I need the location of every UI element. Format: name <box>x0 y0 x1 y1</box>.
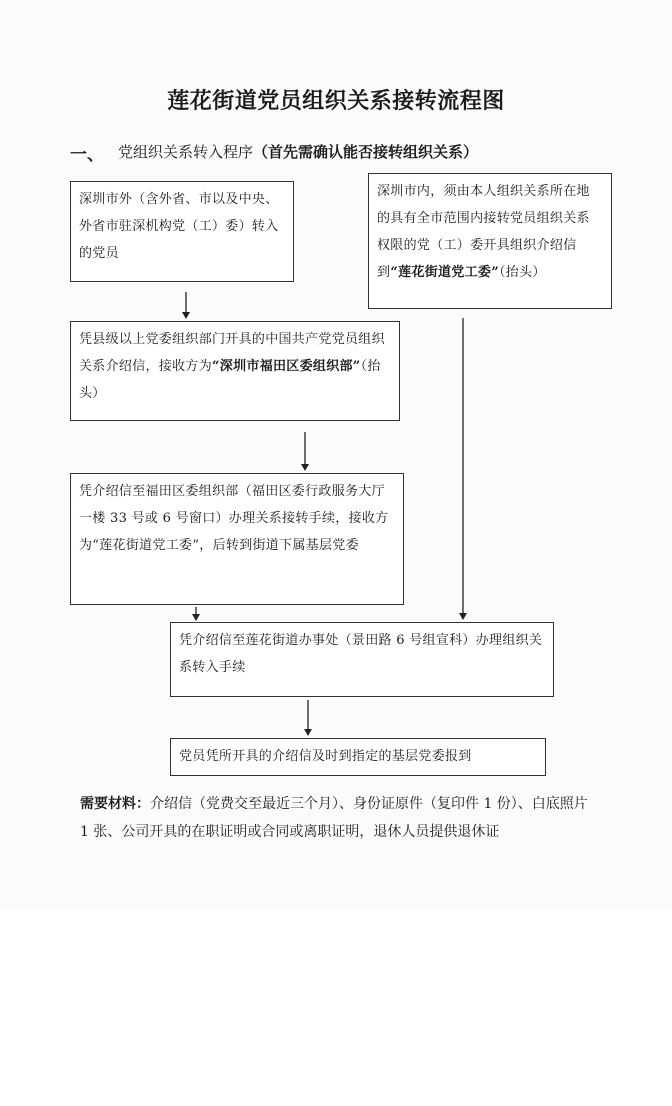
step-box-county-letter <box>70 321 400 421</box>
step-box-report-to-committee: 党员凭所开具的介绍信及时到指定的基层党委报到 <box>170 738 546 776</box>
step-box-within-shenzhen <box>368 173 612 309</box>
step-box-within-shenzhen-text: 深圳市内，须由本人组织关系所在地的具有全市范围内接转党员组织关系权限的党（工）委开具组织介绍信到 <box>377 184 590 280</box>
step-box-futian-org-dept: 凭介绍信至福田区委组织部（福田区委行政服务大厅一楼 33 号或 6 号窗口）办理关系接转手续，接收方为“莲花街道党工委”，后转到街道下属基层党委 <box>70 473 404 605</box>
section-number: 一、 <box>70 145 104 165</box>
step-box-county-letter-recipient: “深圳市福田区委组织部” <box>212 359 361 374</box>
section-heading-note: （首先需确认能否接转组织关系） <box>253 143 479 161</box>
step-box-outside-shenzhen: 深圳市外（含外省、市以及中央、外省市驻深机构党（工）委）转入的党员 <box>70 181 294 282</box>
required-materials-label: 需要材料： <box>80 796 150 812</box>
section-heading-text: 党组织关系转入程序 <box>118 143 254 161</box>
step-box-lianhua-office: 凭介绍信至莲花街道办事处（景田路 6 号组宣科）办理组织关系转入手续 <box>170 622 554 697</box>
step-box-county-letter-suffix: （抬头） <box>79 359 381 401</box>
step-box-within-shenzhen-suffix: （抬头） <box>498 265 546 280</box>
step-box-within-shenzhen-recipient: “莲花街道党工委” <box>390 265 499 280</box>
required-materials-text: 介绍信（党费交至最近三个月）、身份证原件（复印件 1 份）、白底照片 1 张、公司开具的在职证明或合同或离职证明，退休人员提供退休证 <box>80 796 588 840</box>
required-materials <box>80 790 600 846</box>
page-title: 莲花街道党员组织关系接转流程图 <box>167 89 505 114</box>
step-box-county-letter-text: 凭县级以上党委组织部门开具的中国共产党党员组织关系介绍信，接收方为 <box>79 332 385 374</box>
